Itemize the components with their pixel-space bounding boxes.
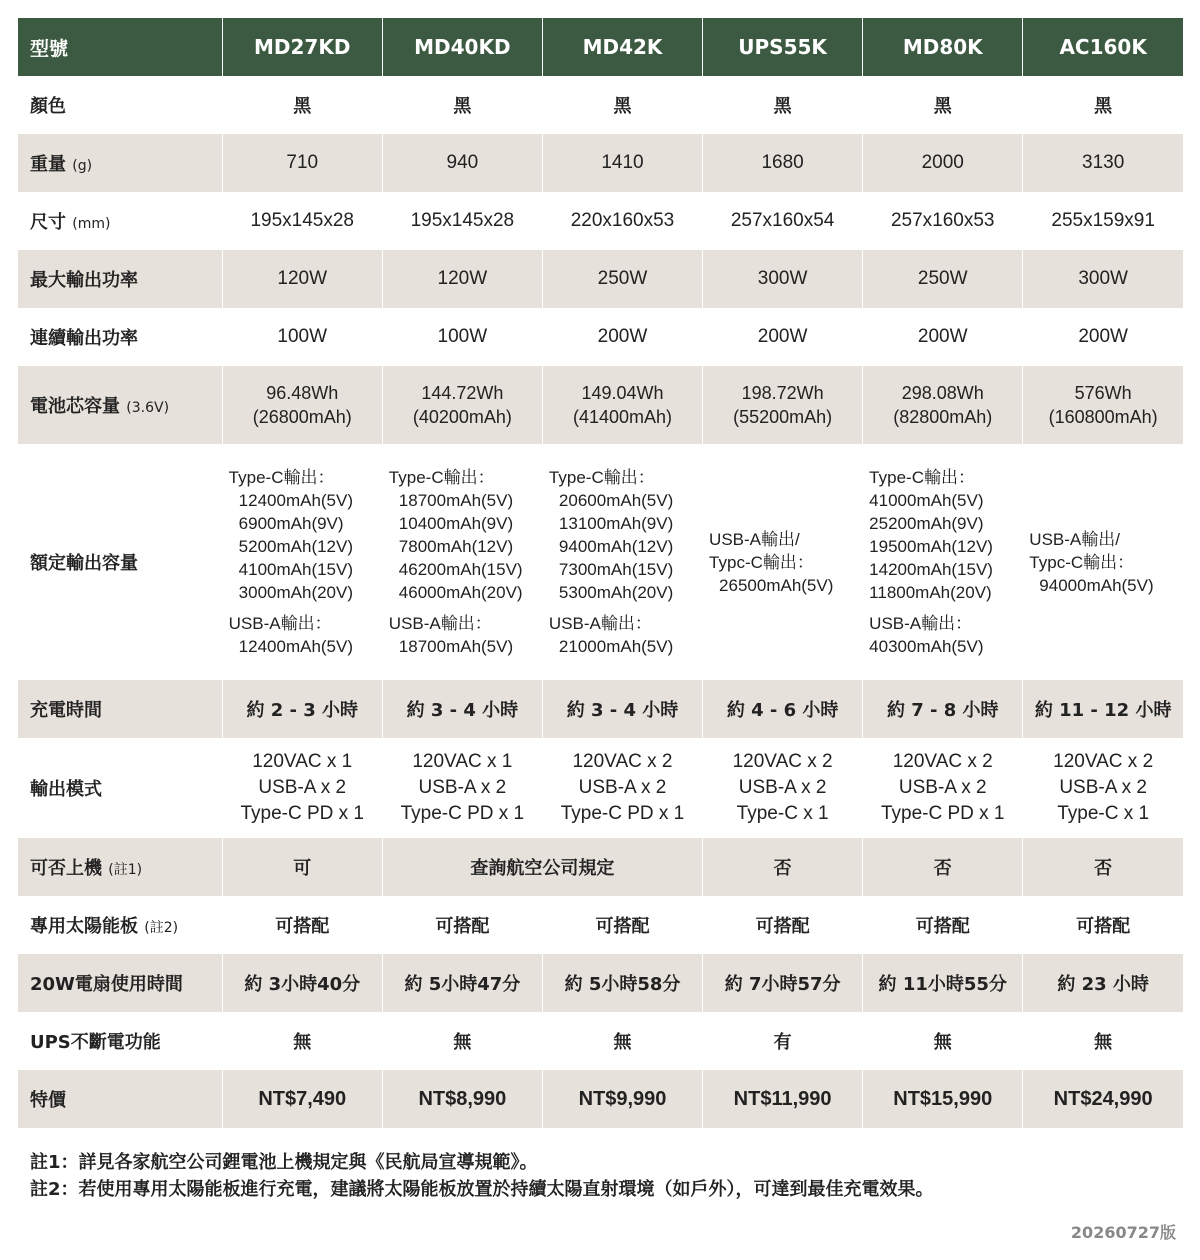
row-label [18, 896, 222, 954]
row-label: 最大輸出功率 [18, 250, 222, 308]
output-value: 19500mAh(12V) [869, 537, 993, 556]
row-max-power [18, 250, 1183, 308]
output-heading: Typc-C輸出： [1029, 552, 1135, 572]
mah-value: (41400mAh) [572, 407, 673, 427]
cell-value: 約 23 小時 [1023, 954, 1183, 1012]
wh-value: 298.08Wh [901, 383, 984, 403]
output-heading: USB-A輸出： [869, 614, 973, 633]
row-label: 充電時間 [18, 680, 222, 738]
output-heading: Type-C輸出： [388, 468, 495, 487]
mode-line: 120VAC x 2 [732, 751, 833, 772]
cell-value: 無 [382, 1012, 542, 1070]
row-label-unit: (3.6V) [126, 400, 170, 416]
output-value: 20600mAh(5V) [558, 491, 674, 510]
output-value: 46000mAh(20V) [398, 583, 523, 602]
cell-value: 200W [863, 308, 1023, 366]
cell-value: 可搭配 [863, 896, 1023, 954]
row-label-text: 電池芯容量 [30, 396, 120, 417]
row-label: 顏色 [18, 76, 222, 134]
row-label-text: 尺寸 [30, 212, 66, 233]
cell-value [863, 366, 1023, 444]
cell-value: 約 7 - 8 小時 [863, 680, 1023, 738]
mode-line: USB-A x 2 [578, 777, 667, 798]
row-cell-capacity [18, 366, 1183, 444]
cell-value: 約 5小時58分 [542, 954, 702, 1012]
cell-value: 1680 [703, 134, 863, 192]
cell-value: 可搭配 [222, 896, 382, 954]
cell-value: 200W [1023, 308, 1183, 366]
row-label: 輸出模式 [18, 738, 222, 838]
mode-line: Type-C x 1 [1057, 803, 1150, 824]
mode-line: Type-C PD x 1 [400, 803, 525, 824]
row-label: 額定輸出容量 [18, 444, 222, 680]
cell-value: 否 [703, 838, 863, 896]
cell-value-merged: 查詢航空公司規定 [382, 838, 702, 896]
cell-value [222, 738, 382, 838]
mode-line: Type-C PD x 1 [560, 803, 685, 824]
cell-value: 可搭配 [382, 896, 542, 954]
cell-value [703, 738, 863, 838]
header-row [18, 18, 1183, 76]
cell-value: 否 [863, 838, 1023, 896]
wh-value: 198.72Wh [741, 383, 824, 403]
mode-line: 120VAC x 2 [892, 751, 993, 772]
model-md27kd: MD27KD [222, 18, 382, 76]
cell-value: 黑 [863, 76, 1023, 134]
cell-value: 3130 [1023, 134, 1183, 192]
footnote-1: 註1：詳見各家航空公司鋰電池上機規定與《民航局宣導規範》。 [30, 1152, 538, 1173]
row-ups [18, 1012, 1183, 1070]
cell-value: 約 2 - 3 小時 [222, 680, 382, 738]
output-value: 11800mAh(20V) [869, 583, 992, 602]
cell-value [222, 366, 382, 444]
output-value: 46200mAh(15V) [398, 560, 523, 579]
wh-value: 144.72Wh [421, 383, 504, 403]
mah-value: (55200mAh) [733, 407, 833, 427]
cell-value: 無 [222, 1012, 382, 1070]
row-size [18, 192, 1183, 250]
cell-value [542, 366, 702, 444]
cell-value: 100W [222, 308, 382, 366]
row-weight [18, 134, 1183, 192]
cell-value: 約 7小時57分 [703, 954, 863, 1012]
mode-line: 120VAC x 2 [1053, 751, 1154, 772]
rated-output-md42k [542, 444, 702, 680]
cell-value [1023, 366, 1183, 444]
output-value: 25200mAh(9V) [869, 514, 984, 533]
wh-value: 149.04Wh [581, 383, 664, 403]
row-output-mode [18, 738, 1183, 838]
row-label [18, 838, 222, 896]
cell-value: 195x145x28 [382, 192, 542, 250]
model-label: 型號 [18, 18, 222, 76]
cell-value: 可搭配 [703, 896, 863, 954]
row-color [18, 76, 1183, 134]
row-label-note: (註2) [144, 920, 179, 936]
row-cont-power [18, 308, 1183, 366]
output-heading: USB-A輸出： [388, 614, 492, 633]
row-label: 20W電扇使用時間 [18, 954, 222, 1012]
row-label-text: 可否上機 [30, 858, 102, 879]
output-heading: USB-A輸出： [228, 614, 332, 633]
output-value: 5300mAh(20V) [558, 583, 674, 602]
row-solar [18, 896, 1183, 954]
cell-value [542, 738, 702, 838]
footnote-2: 註2：若使用專用太陽能板進行充電，建議將太陽能板放置於持續太陽直射環境（如戶外），可達到最佳充電效果。 [30, 1179, 934, 1200]
rated-output-md27kd [222, 444, 382, 680]
mode-line: 120VAC x 1 [412, 751, 513, 772]
mode-line: USB-A x 2 [418, 777, 507, 798]
cell-value [703, 366, 863, 444]
model-ac160k: AC160K [1023, 18, 1183, 76]
cell-value: 100W [382, 308, 542, 366]
output-value: 5200mAh(12V) [238, 537, 354, 556]
cell-value: 可搭配 [542, 896, 702, 954]
row-rated-output [18, 444, 1183, 680]
cell-value: 否 [1023, 838, 1183, 896]
cell-value: 約 3 - 4 小時 [542, 680, 702, 738]
output-value: 7300mAh(15V) [558, 560, 674, 579]
rated-output-ac160k [1023, 444, 1183, 680]
output-heading: USB-A輸出/ [1029, 529, 1120, 549]
cell-value: 257x160x53 [863, 192, 1023, 250]
cell-value: 940 [382, 134, 542, 192]
cell-value: 無 [1023, 1012, 1183, 1070]
cell-value: 黑 [703, 76, 863, 134]
spec-comparison-table [18, 18, 1183, 1128]
wh-value: 576Wh [1074, 383, 1132, 403]
mode-line: Type-C x 1 [736, 803, 829, 824]
cell-value: 300W [703, 250, 863, 308]
output-heading: Typc-C輸出： [709, 552, 814, 572]
cell-value: 255x159x91 [1023, 192, 1183, 250]
cell-value: 120W [222, 250, 382, 308]
row-label-text: 專用太陽能板 [30, 916, 138, 937]
cell-value: 257x160x54 [703, 192, 863, 250]
output-heading: Type-C輸出： [869, 468, 975, 487]
price-value: NT$9,990 [542, 1070, 702, 1128]
row-fan [18, 954, 1183, 1012]
output-value: 26500mAh(5V) [719, 575, 834, 595]
output-value: 3000mAh(20V) [238, 583, 354, 602]
mah-value: (82800mAh) [893, 407, 993, 427]
mode-line: USB-A x 2 [258, 777, 347, 798]
output-heading: USB-A輸出： [548, 614, 652, 633]
mode-line: 120VAC x 2 [572, 751, 673, 772]
cell-value: 約 11 - 12 小時 [1023, 680, 1183, 738]
row-label-note: (註1) [108, 862, 143, 878]
cell-value [382, 738, 542, 838]
row-label-unit: (mm) [72, 216, 111, 232]
cell-value [863, 738, 1023, 838]
cell-value: 300W [1023, 250, 1183, 308]
output-value: 14200mAh(15V) [869, 560, 993, 579]
cell-value: 黑 [1023, 76, 1183, 134]
row-label: 特價 [18, 1070, 222, 1128]
cell-value: 可搭配 [1023, 896, 1183, 954]
output-value: 13100mAh(9V) [558, 514, 674, 533]
cell-value: 約 3小時40分 [222, 954, 382, 1012]
version-label: 20260727版 [1070, 1223, 1176, 1242]
mode-line: USB-A x 2 [898, 777, 987, 798]
rated-output-md80k [863, 444, 1023, 680]
row-label [18, 134, 222, 192]
row-charge-time [18, 680, 1183, 738]
cell-value: 200W [542, 308, 702, 366]
output-value: 6900mAh(9V) [238, 514, 344, 533]
mode-line: USB-A x 2 [1059, 777, 1147, 798]
output-value: 4100mAh(15V) [238, 560, 354, 579]
row-label-unit: (g) [72, 158, 93, 174]
cell-value: 220x160x53 [542, 192, 702, 250]
row-flight [18, 838, 1183, 896]
cell-value: 2000 [863, 134, 1023, 192]
price-value: NT$15,990 [863, 1070, 1023, 1128]
output-value: 10400mAh(9V) [398, 514, 514, 533]
cell-value [1023, 738, 1183, 838]
cell-value [382, 366, 542, 444]
footnotes [30, 1149, 934, 1203]
output-heading: Type-C輸出： [228, 468, 335, 487]
cell-value: 約 4 - 6 小時 [703, 680, 863, 738]
cell-value: 710 [222, 134, 382, 192]
cell-value: 250W [863, 250, 1023, 308]
cell-value: 無 [863, 1012, 1023, 1070]
cell-value: 200W [703, 308, 863, 366]
model-md42k: MD42K [542, 18, 702, 76]
cell-value: 無 [542, 1012, 702, 1070]
row-label [18, 366, 222, 444]
cell-value: 250W [542, 250, 702, 308]
output-value: 18700mAh(5V) [398, 637, 514, 656]
rated-output-ups55k [703, 444, 863, 680]
row-price [18, 1070, 1183, 1128]
row-label: UPS不斷電功能 [18, 1012, 222, 1070]
price-value: NT$24,990 [1023, 1070, 1183, 1128]
model-md80k: MD80K [863, 18, 1023, 76]
cell-value: 有 [703, 1012, 863, 1070]
rated-output-md40kd [382, 444, 542, 680]
price-value: NT$7,490 [222, 1070, 382, 1128]
row-label [18, 192, 222, 250]
output-value: 94000mAh(5V) [1039, 575, 1154, 595]
output-value: 12400mAh(5V) [238, 637, 354, 656]
mode-line: Type-C PD x 1 [240, 803, 364, 824]
output-value: 7800mAh(12V) [398, 537, 514, 556]
cell-value: 黑 [382, 76, 542, 134]
cell-value: 195x145x28 [222, 192, 382, 250]
price-value: NT$11,990 [703, 1070, 863, 1128]
cell-value: 120W [382, 250, 542, 308]
cell-value: 黑 [542, 76, 702, 134]
mah-value: (40200mAh) [412, 407, 512, 427]
mode-line: Type-C PD x 1 [880, 803, 1005, 824]
row-label-text: 重量 [30, 154, 66, 175]
output-value: 41000mAh(5V) [869, 491, 984, 510]
output-heading: Type-C輸出： [548, 468, 655, 487]
wh-value: 96.48Wh [266, 383, 339, 403]
output-value: 18700mAh(5V) [398, 491, 514, 510]
output-heading: USB-A輸出/ [709, 529, 800, 549]
price-value: NT$8,990 [382, 1070, 542, 1128]
output-value: 40300mAh(5V) [869, 637, 984, 656]
cell-value: 可 [222, 838, 382, 896]
output-value: 12400mAh(5V) [238, 491, 354, 510]
mah-value: (160800mAh) [1048, 407, 1158, 427]
cell-value: 約 11小時55分 [863, 954, 1023, 1012]
mah-value: (26800mAh) [252, 407, 352, 427]
mode-line: USB-A x 2 [738, 777, 827, 798]
row-label: 連續輸出功率 [18, 308, 222, 366]
cell-value: 黑 [222, 76, 382, 134]
model-ups55k: UPS55K [703, 18, 863, 76]
output-value: 21000mAh(5V) [558, 637, 674, 656]
output-value: 9400mAh(12V) [558, 537, 674, 556]
cell-value: 1410 [542, 134, 702, 192]
cell-value: 約 5小時47分 [382, 954, 542, 1012]
model-md40kd: MD40KD [382, 18, 542, 76]
mode-line: 120VAC x 1 [252, 751, 353, 772]
cell-value: 約 3 - 4 小時 [382, 680, 542, 738]
